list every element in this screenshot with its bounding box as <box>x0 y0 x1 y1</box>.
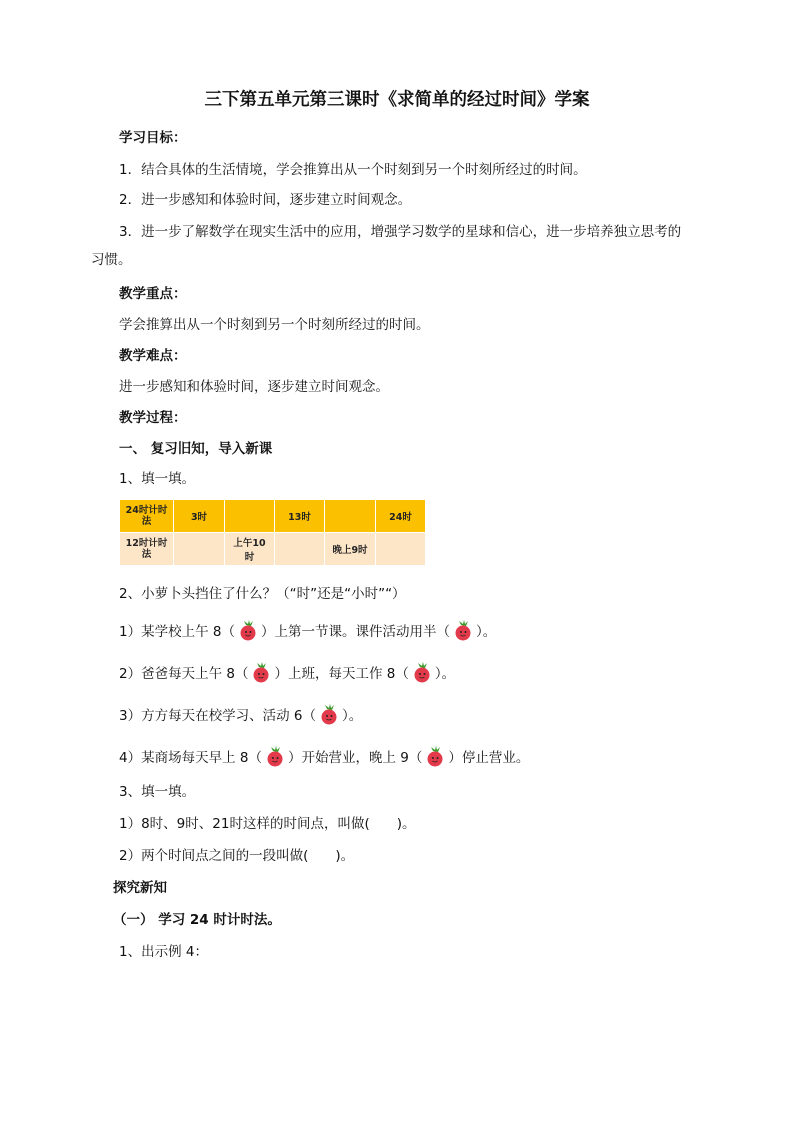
q3-item-2: 2）两个时间点之间的一段叫做( )。 <box>119 848 355 864</box>
objective-2: 2．进一步感知和体验时间，逐步建立时间观念。 <box>119 192 412 208</box>
page-title: 三下第五单元第三课时《求简单的经过时间》学案 <box>204 90 590 110</box>
section1-heading: 一、 复习旧知，导入新课 <box>119 441 273 457</box>
radish-icon <box>264 746 286 768</box>
sub1-heading: （一） 学习 24 时计时法。 <box>113 912 281 928</box>
radish-icon <box>452 620 474 642</box>
radish-icon <box>237 620 259 642</box>
key-point-heading: 教学重点： <box>119 286 187 302</box>
process-heading: 教学过程： <box>119 410 187 426</box>
q2-item-1: 1）某学校上午 8（ ）上第一节课。课件活动用半（ ）。 <box>119 620 496 642</box>
table-cell: 24时 <box>376 500 426 533</box>
difficulty-text: 进一步感知和体验时间，逐步建立时间观念。 <box>119 379 389 395</box>
q1-label: 1、填一填。 <box>119 471 196 487</box>
q3-item-1: 1）8时、9时、21时这样的时间点，叫做( )。 <box>119 816 416 832</box>
table-cell: 上午10时 <box>225 533 275 566</box>
q2-item-4: 4）某商场每天早上 8（ ）开始营业，晚上 9（ ）停止营业。 <box>119 746 529 768</box>
q3-label: 3、填一填。 <box>119 784 196 800</box>
objective-3: 3．进一步了解数学在现实生活中的应用，增强学习数学的星球和信心，进一步培养独立思考的 <box>119 224 682 240</box>
q2-label: 2、小萝卜头挡住了什么？（“时”还是“小时”“） <box>119 586 406 602</box>
table-cell: 晚上9时 <box>325 533 376 566</box>
objectives-heading: 学习目标： <box>119 130 187 146</box>
table-row <box>120 500 426 533</box>
radish-icon <box>411 662 433 684</box>
radish-icon <box>318 704 340 726</box>
table-cell: 24时计时法 <box>120 500 174 533</box>
q2-item-3: 3）方方每天在校学习、活动 6（ ）。 <box>119 704 362 726</box>
table-cell[interactable] <box>376 533 426 566</box>
difficulty-heading: 教学难点： <box>119 348 187 364</box>
key-point-text: 学会推算出从一个时刻到另一个时刻所经过的时间。 <box>119 317 430 333</box>
table-cell[interactable] <box>225 500 275 533</box>
radish-icon <box>250 662 272 684</box>
q2-item-2: 2）爸爸每天上午 8（ ）上班，每天工作 8（ ）。 <box>119 662 455 684</box>
time-conversion-table <box>119 499 426 566</box>
table-cell[interactable] <box>325 500 376 533</box>
radish-icon <box>424 746 446 768</box>
explore-heading: 探究新知 <box>113 880 167 896</box>
table-cell[interactable] <box>174 533 225 566</box>
table-cell: 12时计时法 <box>120 533 174 566</box>
objective-1: 1．结合具体的生活情境，学会推算出从一个时刻到另一个时刻所经过的时间。 <box>119 162 587 178</box>
table-cell[interactable] <box>275 533 325 566</box>
objective-3-cont: 习惯。 <box>91 252 132 268</box>
table-row <box>120 533 426 566</box>
example-label: 1、出示例 4： <box>119 944 208 960</box>
table-cell: 3时 <box>174 500 225 533</box>
table-cell: 13时 <box>275 500 325 533</box>
